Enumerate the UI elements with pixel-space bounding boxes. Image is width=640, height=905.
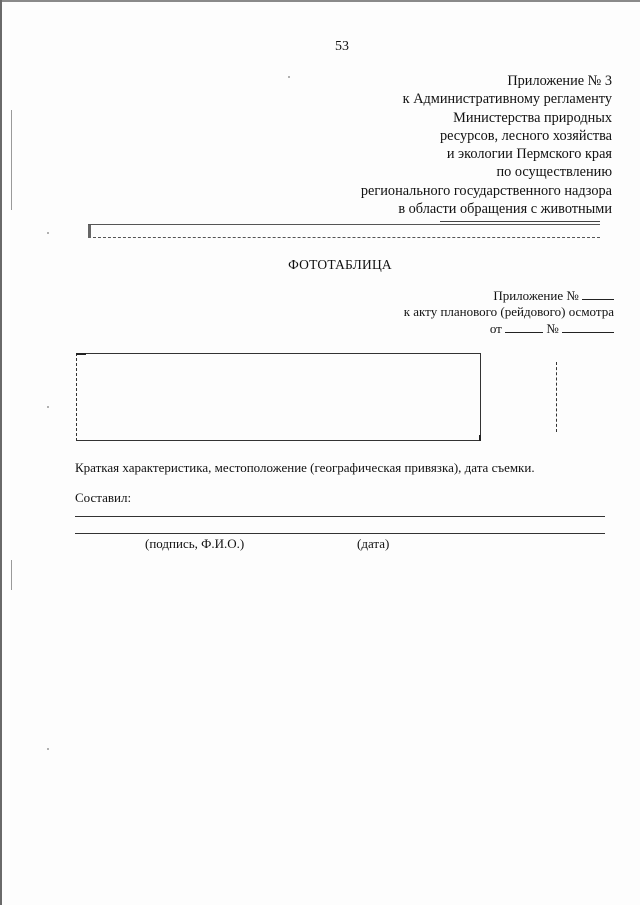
appendix-header-line: регионального государственного надзора [360, 182, 612, 199]
appendix-header-line: к Административному регламенту [402, 91, 612, 108]
document-title: ФОТОТАБЛИЦА [288, 257, 392, 272]
date-caption: (дата) [357, 536, 390, 551]
appendix-header-line: Приложение № 3 [507, 73, 612, 89]
appendix-header-line: в области обращения с животными [398, 201, 612, 218]
page-number: 53 [335, 39, 349, 54]
signature-caption: (подпись, Ф.И.О.) [145, 536, 245, 551]
scan-margin-mark [11, 110, 12, 210]
scan-left-border [0, 0, 2, 905]
scan-speck [47, 406, 49, 408]
divider-left-mark [88, 225, 91, 238]
appendix-header [292, 72, 612, 218]
appendix-header-line: ресурсов, лесного хозяйства [439, 127, 612, 144]
signature-fill-line[interactable] [75, 533, 605, 534]
header-underline [440, 221, 600, 222]
scan-speck [47, 748, 49, 750]
composer-fill-line[interactable] [75, 516, 605, 517]
act-date-row [314, 320, 614, 337]
act-number-label: № [546, 321, 559, 336]
frame-corner-mark [476, 435, 481, 441]
appendix-header-line: Министерства природных [453, 109, 612, 126]
appendix-header-line: по осуществлению [496, 164, 612, 181]
scan-speck [47, 232, 49, 234]
attachment-number-label: Приложение № [493, 288, 579, 303]
frame-corner-mark [76, 353, 86, 359]
act-number-blank[interactable] [562, 320, 614, 333]
photo-description-caption: Краткая характеристика, местоположение (географическая привязка), дата съемки. [75, 460, 535, 475]
header-divider [88, 224, 600, 238]
act-reference-row: к акту планового (рейдового) осмотра [403, 304, 614, 319]
composer-label: Составил: [75, 490, 132, 505]
act-date-label: от [489, 321, 502, 336]
act-date-blank[interactable] [505, 320, 543, 333]
attachment-number-row [314, 287, 614, 304]
scan-speck [288, 76, 290, 78]
photo-placeholder-frame[interactable] [76, 353, 481, 441]
scan-top-border [0, 0, 640, 2]
appendix-header-line: и экологии Пермского края [446, 146, 612, 163]
scan-margin-mark [11, 560, 12, 590]
photo-frame-right-edge [556, 362, 557, 432]
attachment-reference [314, 287, 614, 337]
attachment-number-blank[interactable] [582, 287, 614, 300]
